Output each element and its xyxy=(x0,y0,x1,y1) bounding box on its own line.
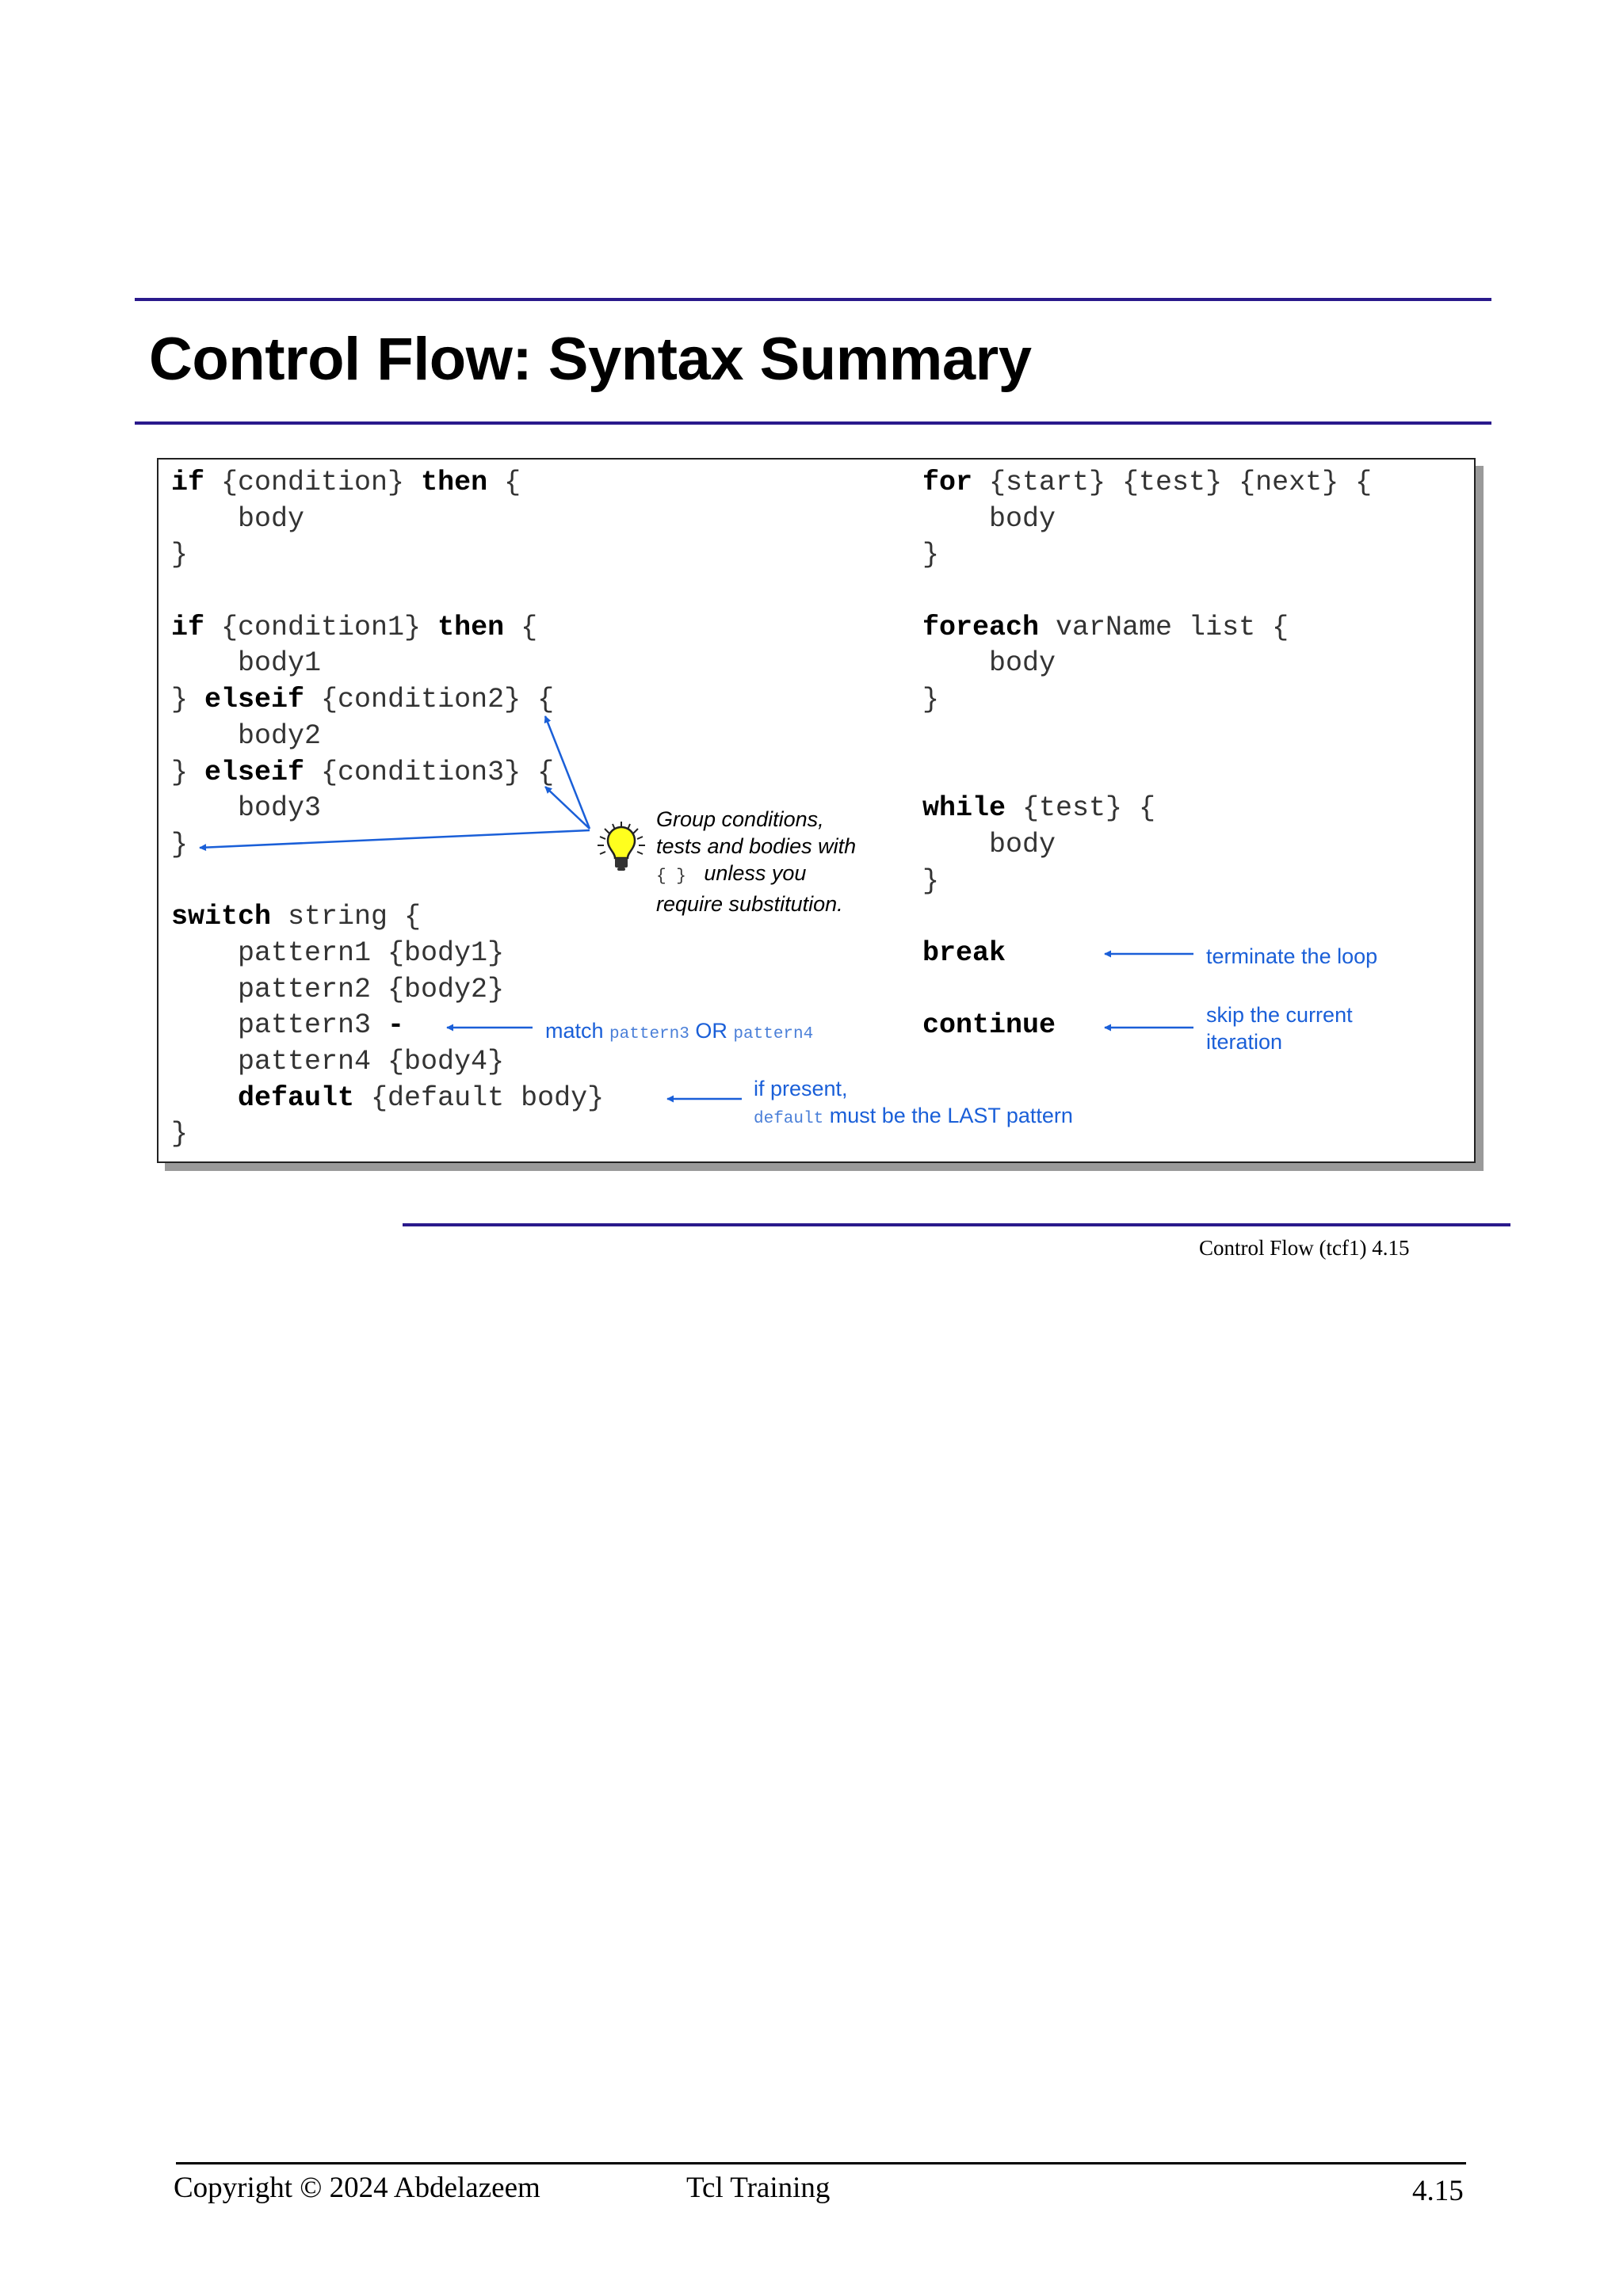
code-text: body3 xyxy=(171,792,322,825)
footer-course: Tcl Training xyxy=(686,2172,831,2204)
code-text: {test} { xyxy=(1006,792,1156,825)
tip-braces: { } xyxy=(656,868,686,886)
code-text: } xyxy=(171,539,189,571)
code-text: body xyxy=(171,502,305,535)
code-text: pattern3 xyxy=(171,1009,388,1042)
code-keyword: if xyxy=(171,611,205,643)
code-text: {start} {test} {next} { xyxy=(972,467,1373,498)
code-keyword: foreach xyxy=(922,611,1040,643)
code-text: {condition3} { xyxy=(304,756,555,788)
match-note-pre: match xyxy=(545,1019,604,1043)
slide-caption: Control Flow (tcf1) 4.15 xyxy=(1199,1236,1410,1260)
match-note-or: OR xyxy=(695,1019,727,1043)
tip-arrow-condition2 xyxy=(545,716,590,829)
code-text: } xyxy=(171,828,189,860)
code-text: varName list { xyxy=(1039,611,1289,643)
code-text: } xyxy=(171,1118,189,1150)
code-keyword: - xyxy=(388,1009,405,1042)
tip-arrow-close-brace xyxy=(200,830,590,848)
tip-line-1: Group conditions, xyxy=(656,807,824,831)
code-text: body xyxy=(922,647,1056,680)
code-text: body xyxy=(922,828,1056,860)
footer-page-number: 4.15 xyxy=(1412,2175,1464,2207)
default-note-line-1: if present, xyxy=(754,1077,848,1100)
code-keyword: while xyxy=(922,792,1006,825)
code-keyword: elseif xyxy=(204,684,305,716)
code-keyword: elseif xyxy=(204,756,305,788)
match-note-pattern3: pattern3 xyxy=(609,1025,689,1043)
tip-line-2: tests and bodies with xyxy=(656,834,857,858)
footer-rule xyxy=(176,2162,1466,2164)
code-text: } xyxy=(922,684,940,716)
default-note-rest: must be the LAST pattern xyxy=(829,1104,1073,1127)
match-note-pattern4: pattern4 xyxy=(733,1025,814,1043)
code-text: pattern4 {body4} xyxy=(171,1046,505,1077)
code-text: } xyxy=(171,756,205,788)
slide-title: Control Flow: Syntax Summary xyxy=(149,326,1032,393)
tip-line-4: require substitution. xyxy=(656,892,843,916)
code-text: body xyxy=(922,502,1056,535)
break-note: terminate the loop xyxy=(1206,944,1378,968)
code-text: body2 xyxy=(171,719,322,752)
code-text: } xyxy=(171,684,205,716)
code-text: {condition} xyxy=(204,467,422,498)
footer-copyright: Copyright © 2024 Abdelazeem xyxy=(174,2172,540,2204)
code-keyword: for xyxy=(922,467,973,498)
code-keyword: if xyxy=(171,467,205,498)
code-text: { xyxy=(487,467,521,498)
lightbulb-icon xyxy=(598,822,645,871)
code-keyword: then xyxy=(437,611,505,643)
continue-note-line-2: iteration xyxy=(1206,1030,1283,1054)
caption-rule xyxy=(403,1223,1510,1226)
code-text: pattern2 {body2} xyxy=(171,973,505,1005)
code-text: pattern1 {body1} xyxy=(171,936,505,969)
code-keyword: then xyxy=(421,467,488,498)
code-text: string { xyxy=(271,901,422,933)
continue-note-line-1: skip the current xyxy=(1206,1003,1353,1027)
code-text: {default body} xyxy=(354,1081,605,1114)
default-note-code: default xyxy=(754,1110,824,1128)
tip-line-3-rest: unless you xyxy=(704,861,807,885)
tip-arrow-condition3 xyxy=(545,787,590,829)
code-text: { xyxy=(504,611,538,643)
code-keyword: switch xyxy=(171,901,272,933)
code-text: body1 xyxy=(171,647,322,680)
code-text: {condition2} { xyxy=(304,684,555,716)
code-text: {condition1} xyxy=(204,611,438,643)
code-keyword: default xyxy=(238,1081,355,1114)
code-keyword: continue xyxy=(922,1009,1056,1042)
code-text: } xyxy=(922,539,940,571)
code-text: } xyxy=(922,864,940,897)
code-keyword: break xyxy=(922,936,1006,969)
